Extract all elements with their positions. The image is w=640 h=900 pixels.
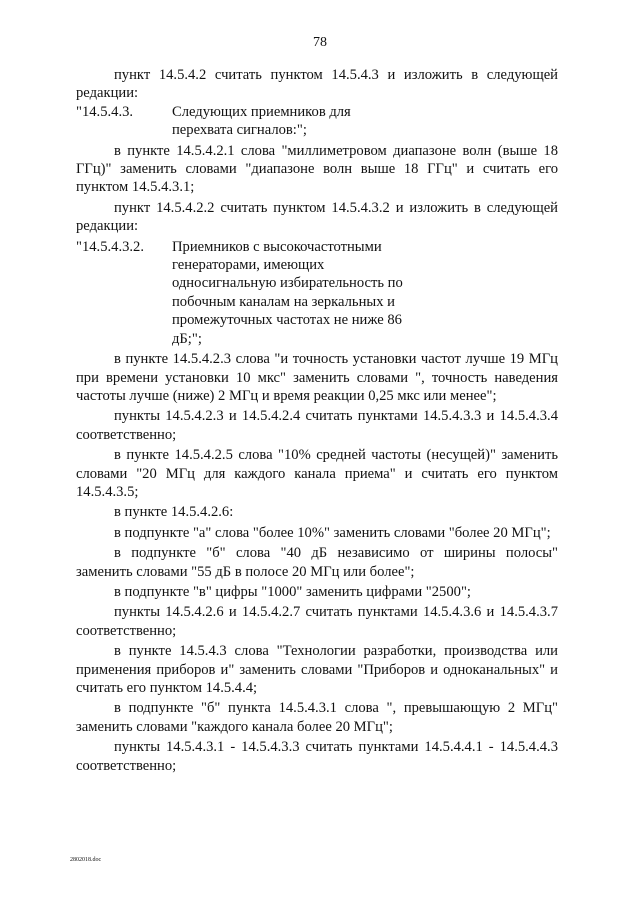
paragraph: в пункте 14.5.4.2.1 слова "миллиметровом диапазоне волн (выше 18 ГГц)" заменить словами "диапазоне волн выше 18 ГГц" и считать его пунктом 14.5.4.3.1; [76, 142, 558, 196]
entry-number: "14.5.4.3. [76, 103, 134, 120]
paragraph: в подпункте "в" цифры "1000" заменить цифрами "2500"; [114, 583, 471, 600]
document-body [76, 66, 558, 777]
paragraph: пункты 14.5.4.2.3 и 14.5.4.2.4 считать пунктами 14.5.4.3.3 и 14.5.4.3.4 соответственно; [76, 408, 558, 443]
paragraph: пункт 14.5.4.2 считать пунктом 14.5.4.3 и изложить в следующей редакции: [76, 67, 558, 102]
paragraph: в пункте 14.5.4.2.3 слова "и точность установки частот лучше 19 МГц при времени установки 10 мкс" заменить словами ", точность наведения частоты лучше (ниже) 2 МГц и время реакции 0,25 мкс или менее"; [76, 351, 558, 404]
paragraph: в пункте 14.5.4.2.6: [114, 504, 234, 521]
quoted-entry [76, 103, 558, 140]
entry-number: "14.5.4.3.2. [76, 238, 144, 255]
paragraph: пункты 14.5.4.3.1 - 14.5.4.3.3 считать пунктами 14.5.4.4.1 - 14.5.4.4.3 соответственно; [76, 739, 558, 774]
paragraph: в подпункте "б" пункта 14.5.4.3.1 слова ", превышающую 2 МГц" заменить словами "каждого канала более 20 МГц"; [76, 700, 558, 735]
quoted-entry [76, 238, 558, 348]
paragraph: пункты 14.5.4.2.6 и 14.5.4.2.7 считать пунктами 14.5.4.3.6 и 14.5.4.3.7 соответственно; [76, 604, 558, 639]
file-footer: 2802018.doc [70, 857, 102, 863]
paragraph: в пункте 14.5.4.3 слова "Технологии разработки, производства или применения приборов и" заменить словами "Приборов и одноканальных" и считать его пунктом 14.5.4.4; [76, 643, 558, 696]
entry-text: Следующих приемников для перехвата сигналов:"; [172, 103, 351, 139]
paragraph: в подпункте "а" слова "более 10%" заменить словами "более 20 МГц"; [114, 524, 551, 541]
page-number: 78 [313, 35, 327, 50]
paragraph: пункт 14.5.4.2.2 считать пунктом 14.5.4.3.2 и изложить в следующей редакции: [76, 199, 558, 235]
entry-text: Приемников с высокочастотными генераторами, имеющих односигнальную избирательность по побочным каналам на зеркальных и промежуточных частотах не ниже 86 дБ;"; [172, 238, 403, 347]
paragraph: в подпункте "б" слова "40 дБ независимо от ширины полосы" заменить словами "55 дБ в полосе 20 МГц или более"; [76, 545, 558, 580]
paragraph: в пункте 14.5.4.2.5 слова "10% средней частоты (несущей)" заменить словами "20 МГц для каждого канала приема" и считать его пунктом 14.5.4.3.5; [76, 447, 558, 500]
